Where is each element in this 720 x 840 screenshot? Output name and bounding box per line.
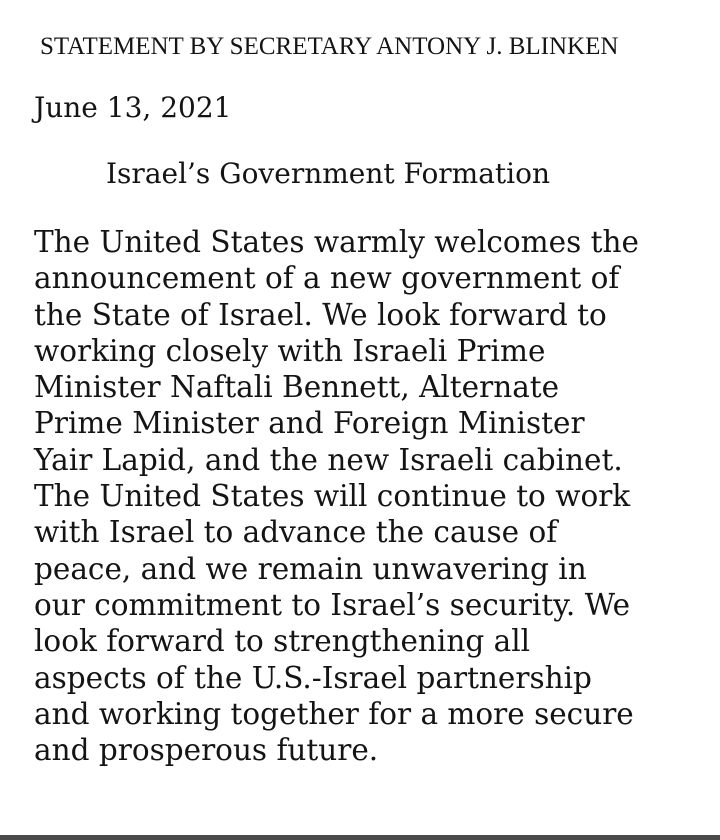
body-line: the State of Israel. We look forward to <box>34 297 607 332</box>
statement-title: Israel’s Government Formation <box>106 157 551 190</box>
body-line: with Israel to advance the cause of <box>34 515 558 550</box>
body-line: peace, and we remain unwavering in <box>34 551 587 586</box>
body-line: Yair Lapid, and the new Israeli cabinet. <box>34 442 623 477</box>
bottom-divider <box>0 835 720 840</box>
statement-date: June 13, 2021 <box>34 91 232 124</box>
body-line: working closely with Israeli Prime <box>34 333 546 368</box>
body-line: our commitment to Israel’s security. We <box>34 587 631 622</box>
statement-header: STATEMENT BY SECRETARY ANTONY J. BLINKEN <box>40 33 619 60</box>
body-line: announcement of a new government of <box>34 261 620 296</box>
body-line: look forward to strengthening all <box>34 624 531 659</box>
body-line: aspects of the U.S.-Israel partnership <box>34 660 592 695</box>
body-line: Minister Naftali Bennett, Alternate <box>34 370 560 405</box>
body-line: and working together for a more secure <box>34 696 634 731</box>
body-line: and prosperous future. <box>34 733 379 768</box>
body-line: Prime Minister and Foreign Minister <box>34 406 585 441</box>
statement-body <box>34 224 704 768</box>
body-line: The United States will continue to work <box>34 479 631 514</box>
body-line: The United States warmly welcomes the <box>34 225 639 259</box>
